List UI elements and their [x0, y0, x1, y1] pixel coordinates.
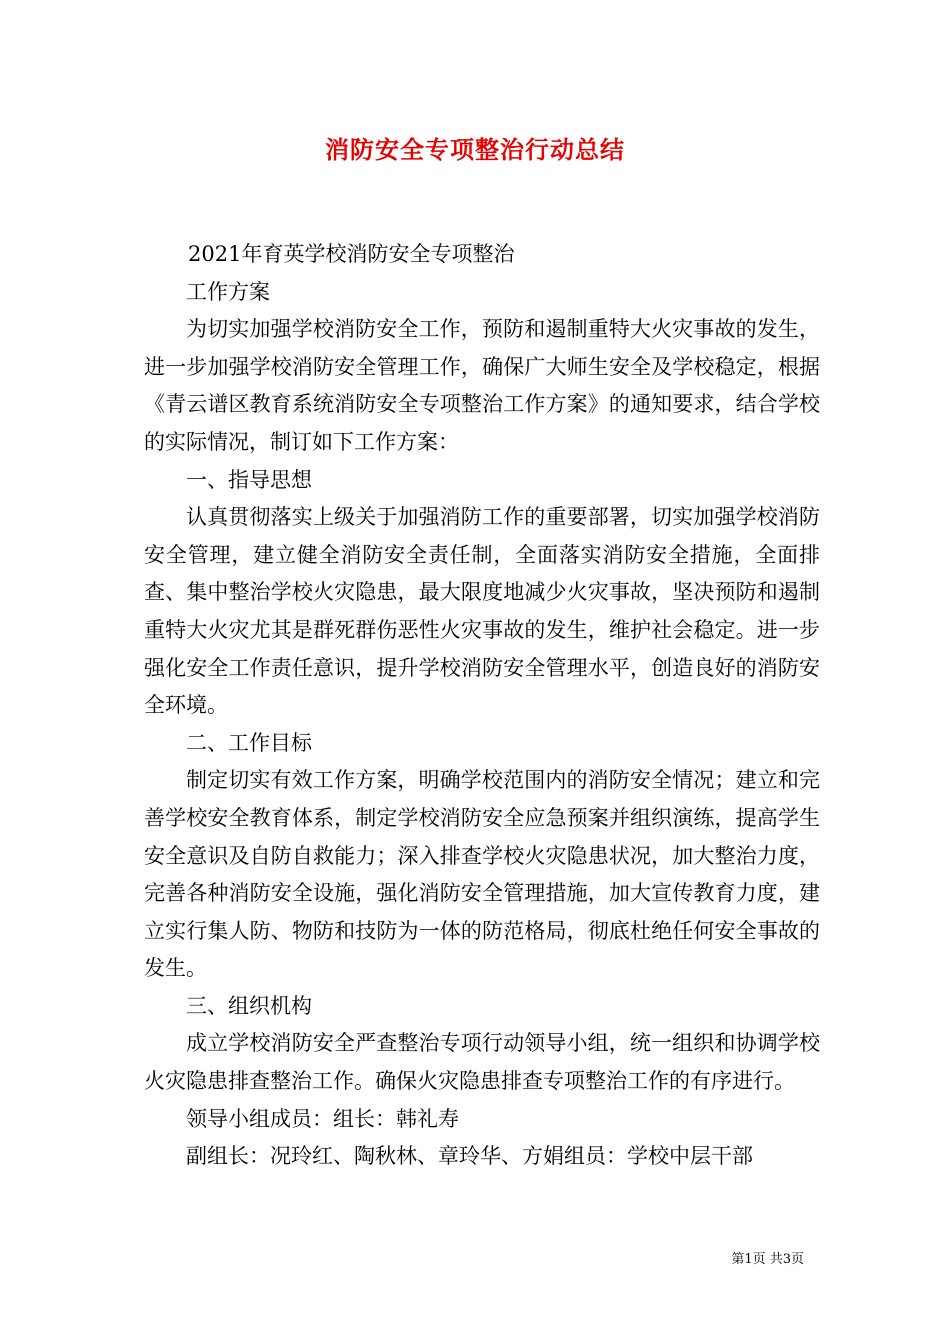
- paragraph-heading-line-1: 2021年育英学校消防安全专项整治: [188, 242, 515, 266]
- section-heading-work-goals: 二、工作目标: [186, 730, 312, 755]
- document-body: [144, 236, 820, 1176]
- paragraph-leader: 领导小组成员：组长：韩礼寿: [186, 1106, 459, 1131]
- document-title: 消防安全专项整治行动总结: [325, 135, 625, 164]
- paragraph-guiding-thought: 认真贯彻落实上级关于加强消防工作的重要部署，切实加强学校消防安全管理，建立健全消防安全责任制，全面落实消防安全措施，全面排查、集中整治学校火灾隐患，最大限度地减少火灾事故，坚决预防和遏制重特大火灾尤其是群死群伤恶性火灾事故的发生，维护社会稳定。进一步强化安全工作责任意识，提升学校消防安全管理水平，创造良好的消防安全环境。: [144, 505, 820, 718]
- page-number-footer: 第1页 共3页: [731, 1252, 804, 1267]
- paragraph-intro: 为切实加强学校消防安全工作，预防和遏制重特大火灾事故的发生，进一步加强学校消防安全管理工作，确保广大师生安全及学校稳定，根据《青云谱区教育系统消防安全专项整治工作方案》的通知要求，结合学校的实际情况，制订如下工作方案：: [144, 317, 820, 454]
- paragraph-work-goals: 制定切实有效工作方案，明确学校范围内的消防安全情况；建立和完善学校安全教育体系，制定学校消防安全应急预案并组织演练，提高学生安全意识及自防自救能力；深入排查学校火灾隐患状况，加大整治力度，完善各种消防安全设施，强化消防安全管理措施，加大宣传教育力度，建立实行集人防、物防和技防为一体的防范格局，彻底杜绝任何安全事故的发生。: [144, 768, 820, 981]
- paragraph-deputy-leaders: 副组长：况玲红、陶秋林、章玲华、方娟组员：学校中层干部: [186, 1144, 753, 1169]
- paragraph-organization: 成立学校消防安全严查整治专项行动领导小组，统一组织和协调学校火灾隐患排查整治工作。确保火灾隐患排查专项整治工作的有序进行。: [144, 1031, 820, 1094]
- paragraph-heading-line-2: 工作方案: [186, 279, 270, 304]
- section-heading-guiding-thought: 一、指导思想: [186, 467, 312, 492]
- section-heading-organization: 三、组织机构: [186, 993, 312, 1018]
